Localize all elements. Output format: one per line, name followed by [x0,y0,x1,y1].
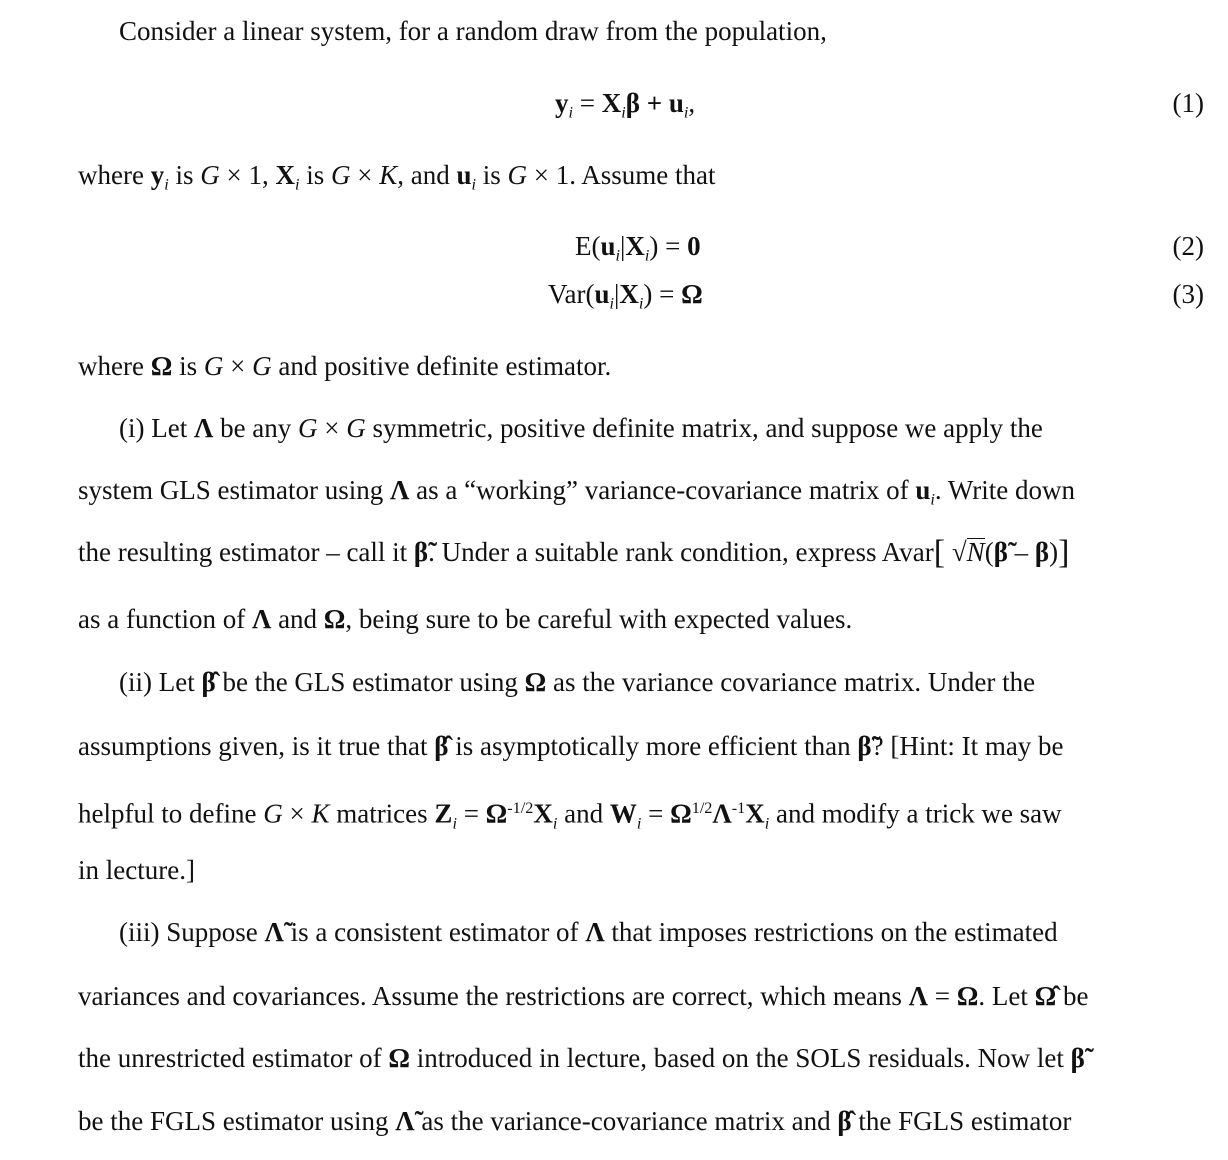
equation-2-number: (2) [1172,231,1204,261]
part-ii-line-2: assumptions given, is it true that β̂ is asymptotically more efficient than β̃? [Hint: It may be [78,731,1064,761]
part-iii-line-1: (iii) Suppose Λ̃ is a consistent estimator of Λ that imposes restrictions on the estimated [119,917,1058,947]
intro-text: Consider a linear system, for a random draw from the population, [119,16,827,46]
part-iii-line-3: the unrestricted estimator of Ω introduced in lecture, based on the SOLS residuals. Now let β̃ [78,1043,1085,1073]
equation-3: $Var(u_i|X_i) = \Omega$ [548,279,703,313]
where-dimensions-line: where $y_i$ is G × 1, $X_i$ is G × K, and $u_i$ is G × 1. Assume that [78,160,716,194]
part-i-line-2: system GLS estimator using Λ as a “working” variance-covariance matrix of $u_i$. Write down [78,475,1076,509]
where-omega-line: where Ω is G × G and positive definite estimator. [78,351,612,381]
equation-1-number: (1) [1172,88,1204,118]
equation-2: $E(u_i|X_i) = 0$ [575,231,701,265]
part-iii-line-2: variances and covariances. Assume the restrictions are correct, which means Λ = Ω. Let Ω̂ be [78,981,1089,1011]
part-i-line-3: the resulting estimator – call it β̃. Under a suitable rank condition, express Avar[ √N(β̃ – β)] [78,534,1070,571]
part-i-line-4: as a function of Λ and Ω, being sure to be careful with expected values. [78,604,853,634]
part-iii-line-4: be the FGLS estimator using Λ̃ as the variance-covariance matrix and β̂ the FGLS estimator [78,1106,1072,1136]
equation-1: $y_i = X_i\beta + u_i$, [555,88,696,122]
part-ii-line-4: in lecture.] [78,855,195,885]
part-i-line-1: (i) Let Λ be any G × G symmetric, positive definite matrix, and suppose we apply the [119,413,1043,443]
part-ii-line-1: (ii) Let β̂ be the GLS estimator using Ω as the variance covariance matrix. Under the [119,667,1036,697]
equation-3-number: (3) [1172,279,1204,309]
part-ii-line-3: helpful to define G × K matrices $Z_i = \Omega^{-1/2}X_i$ and $W_i = \Omega^{1/2}\Lambda^{-1}X_i$ and modify a trick we saw [78,798,1062,833]
